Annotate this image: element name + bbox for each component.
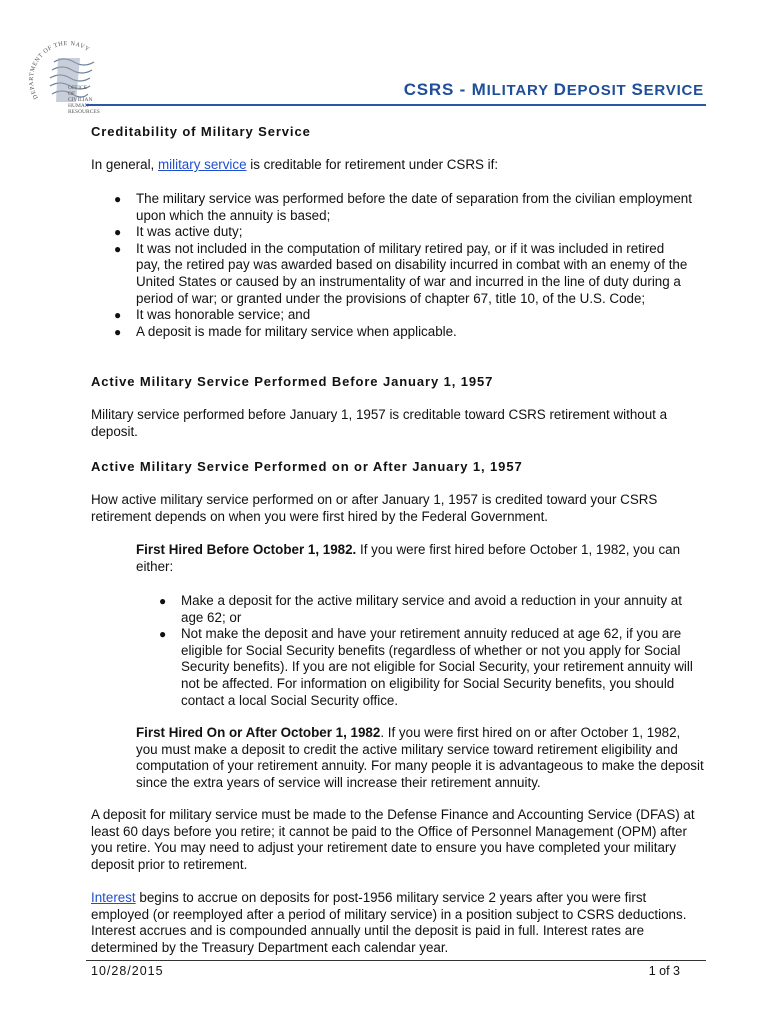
navy-seal-logo	[28, 40, 108, 120]
after-1982-text: . If you were first hired on or after October 1, 1982, you must make a deposit to credit the active military service toward retirement eligibility and computation of your retirement annuity. For many people it is advantageous to make the deposit since the extra years of service will increase their retirement annuity.	[136, 725, 704, 790]
list-item	[159, 593, 703, 626]
title-cap: D	[553, 80, 567, 99]
list-item	[114, 191, 692, 224]
footer-date: 10/28/2015	[91, 964, 164, 978]
list-item	[114, 240, 692, 307]
heading-creditability: Creditability of Military Service	[91, 124, 311, 139]
list-item-text: It was honorable service; and	[136, 307, 311, 323]
list-item	[114, 224, 692, 241]
intro-paragraph	[91, 157, 703, 174]
title-divider	[86, 104, 706, 106]
office-line: OFFICE	[68, 85, 87, 91]
list-item	[114, 307, 692, 324]
after-1957-paragraph: How active military service performed on or after January 1, 1957 is credited toward your CSRS retirement depends on when you were first hired by the Federal Government.	[91, 492, 658, 524]
list-item-text: It was not included in the computation of military retired pay, or if it was included in retired pay, the retired pay was awarded based on disability incurred in combat with an enemy of the United States or caused by an instrumentality of war and incurred in the line of duty during a period of war; or granted under the provisions of chapter 67, title 10, of the U.S. Code;	[136, 240, 688, 306]
footer-divider	[86, 960, 706, 961]
interest-paragraph	[91, 890, 703, 956]
creditability-list	[114, 191, 692, 340]
intro-text: is creditable for retirement under CSRS if:	[246, 157, 499, 172]
before-1957-paragraph: Military service performed before January 1, 1957 is creditable toward CSRS retirement without a deposit.	[91, 407, 668, 439]
bullet-icon: ●	[159, 627, 167, 642]
bullet-icon: ●	[114, 192, 122, 206]
deposit-paragraph: A deposit for military service must be made to the Defense Finance and Accounting Service (DFAS) at least 60 days before you retire; it cannot be paid to the Office of Personnel Management (OPM) after you retire. You may need to adjust your retirement date to ensure you have completed your military deposit prior to retirement.	[91, 807, 695, 872]
list-item-text: A deposit is made for military service when applicable.	[136, 323, 457, 339]
title-prefix: CSRS -	[403, 80, 472, 99]
list-item-text: The military service was performed before the date of separation from the civilian employment upon which the annuity is based;	[136, 191, 692, 223]
after-1982-label: First Hired On or After October 1, 1982	[136, 725, 381, 740]
bullet-icon: ●	[114, 225, 122, 240]
list-item-text: It was active duty;	[136, 224, 243, 240]
title-cap: M	[471, 80, 487, 99]
title-cap: S	[631, 80, 644, 99]
title-word: ERVICE	[643, 82, 704, 99]
list-item	[114, 323, 692, 341]
office-text	[68, 85, 100, 115]
document-title	[330, 82, 704, 100]
after-1982-paragraph	[136, 725, 704, 791]
before-1982-paragraph	[136, 542, 704, 575]
list-item-text: Make a deposit for the active military service and avoid a reduction in your annuity at age 62; or	[181, 593, 682, 625]
intro-text: In general,	[91, 157, 158, 172]
military-service-link[interactable]: military service	[158, 157, 247, 172]
office-line: RESOURCES	[68, 109, 100, 115]
bullet-icon: ●	[159, 594, 167, 608]
office-line: OF	[68, 91, 76, 97]
list-item	[159, 626, 703, 709]
page-number: 1 of 3	[648, 964, 680, 978]
before-1982-label: First Hired Before October 1, 1982.	[136, 542, 357, 557]
heading-after-1957: Active Military Service Performed on or After January 1, 1957	[91, 459, 523, 474]
heading-before-1957: Active Military Service Performed Before January 1, 1957	[91, 374, 494, 389]
bullet-icon: ●	[114, 241, 122, 256]
seal-text: DEPARTMENT OF THE NAVY	[28, 40, 92, 101]
interest-link[interactable]: Interest	[91, 890, 136, 905]
before-1982-text: If you were first hired before October 1, 1982, you can either:	[136, 542, 681, 574]
before-1982-list	[159, 593, 703, 709]
bullet-icon: ●	[114, 324, 122, 339]
office-line: HUMAN	[68, 103, 89, 109]
title-word: EPOSIT	[566, 82, 632, 99]
bullet-icon: ●	[114, 308, 122, 323]
interest-text: begins to accrue on deposits for post-1956 military service 2 years after you were first employed (or reemployed after a period of military service) in a position subject to CSRS deductions. Interest accrues and is compounded annually until the deposit is paid in full. Interest rates are determined by the Treasury Department each calendar year.	[91, 890, 687, 955]
office-line: CIVILIAN	[68, 97, 93, 103]
title-word: ILITARY	[486, 82, 554, 99]
list-item-text: Not make the deposit and have your retirement annuity reduced at age 62, if you are eligible for Social Security benefits (regardless of whether or not you apply for Social Security benefits). If you are not eligible for Social Security, your retirement annuity will not be affected. For information on eligibility for Social Security benefits, you should contact a local Social Security office.	[181, 626, 693, 708]
